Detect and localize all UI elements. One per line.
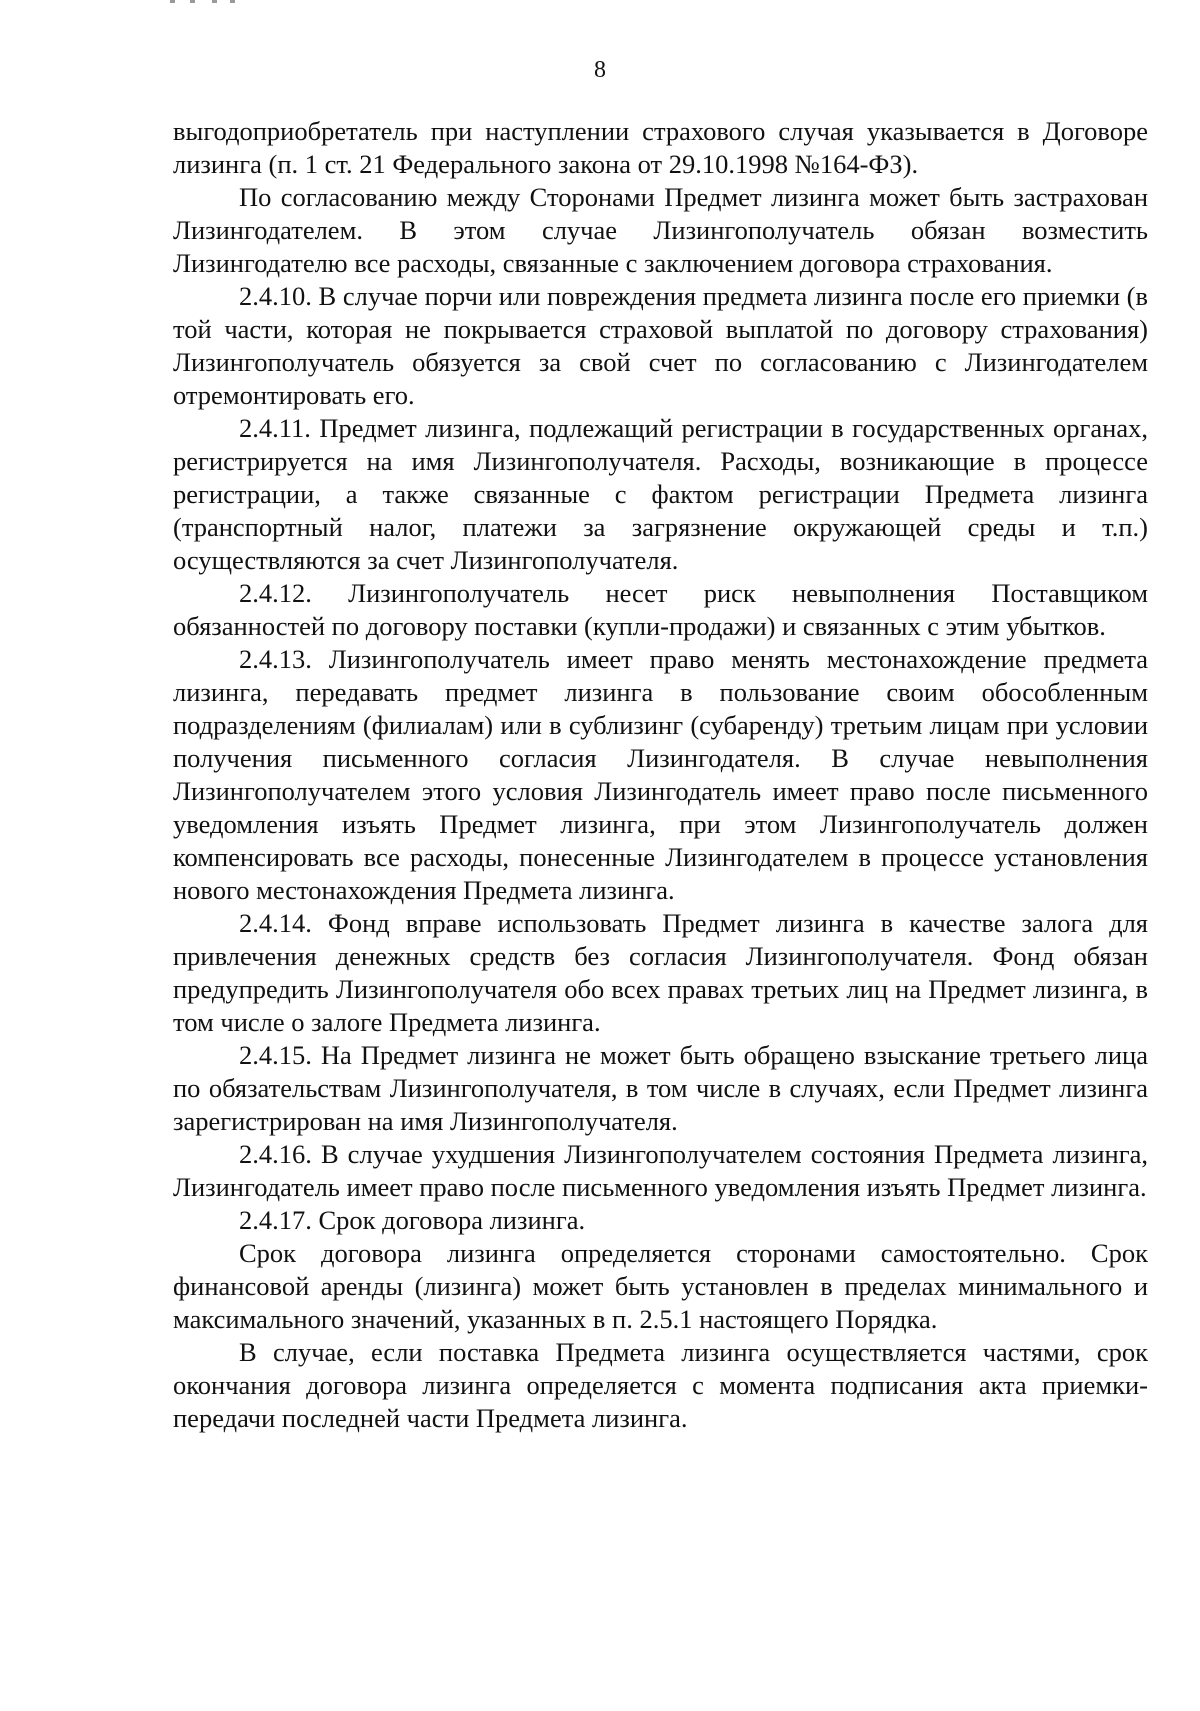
paragraph-lease-term: Срок договора лизинга определяется сторонами самостоятельно. Срок финансовой аренды (лизинга) может быть установлен в пределах минимального и максимального значений, указанных в п. 2.5.1 настоящего Порядка.	[173, 1238, 1148, 1334]
clause-2-4-10: 2.4.10. В случае порчи или повреждения предмета лизинга после его приемки (в той части, которая не покрывается страховой выплатой по договору страхования) Лизингополучатель обязуется за свой счет по согласованию с Лизингодателем отремонтировать его.	[173, 281, 1148, 410]
page-number: 8	[594, 57, 606, 83]
paragraph-continuation: выгодоприобретатель при наступлении страхового случая указывается в Договоре лизинга (п. 1 ст. 21 Федерального закона от 29.10.1998 №164-ФЗ).	[173, 116, 1148, 179]
paragraph-insurance-agreement: По согласованию между Сторонами Предмет лизинга может быть застрахован Лизингодателем. В этом случае Лизингополучатель обязан возместить Лизингодателю все расходы, связанные с заключением договора страхования.	[173, 182, 1148, 278]
document-body	[173, 115, 1148, 1435]
clause-2-4-13: 2.4.13. Лизингополучатель имеет право менять местонахождение предмета лизинга, передавать предмет лизинга в пользование своим обособленным подразделениям (филиалам) или в сублизинг (субаренду) третьим лицам при условии получения письменного согласия Лизингодателя. В случае невыполнения Лизингополучателем этого условия Лизингодатель имеет право после письменного уведомления изъять Предмет лизинга, при этом Лизингополучатель должен компенсировать все расходы, понесенные Лизингодателем в процессе установления нового местонахождения Предмета лизинга.	[173, 644, 1148, 905]
scan-artifact	[170, 0, 240, 6]
scan-speck	[190, 0, 195, 3]
scan-speck	[170, 0, 175, 3]
clause-2-4-11: 2.4.11. Предмет лизинга, подлежащий регистрации в государственных органах, регистрируется на имя Лизингополучателя. Расходы, возникающие в процессе регистрации, а также связанные с фактом регистрации Предмета лизинга (транспортный налог, платежи за загрязнение окружающей среды и т.п.) осуществляются за счет Лизингополучателя.	[173, 413, 1148, 575]
clause-2-4-12: 2.4.12. Лизингополучатель несет риск невыполнения Поставщиком обязанностей по договору поставки (купли-продажи) и связанных с этим убытков.	[173, 578, 1148, 641]
clause-2-4-14: 2.4.14. Фонд вправе использовать Предмет лизинга в качестве залога для привлечения денежных средств без согласия Лизингополучателя. Фонд обязан предупредить Лизингополучателя обо всех правах третьих лиц на Предмет лизинга, в том числе о залоге Предмета лизинга.	[173, 908, 1148, 1037]
clause-2-4-16: 2.4.16. В случае ухудшения Лизингополучателем состояния Предмета лизинга, Лизингодатель имеет право после письменного уведомления изъять Предмет лизинга.	[173, 1139, 1148, 1202]
paragraph-partial-delivery: В случае, если поставка Предмета лизинга осуществляется частями, срок окончания договора лизинга определяется с момента подписания акта приемки-передачи последней части Предмета лизинга.	[173, 1337, 1148, 1433]
scan-speck	[230, 0, 235, 3]
clause-2-4-15: 2.4.15. На Предмет лизинга не может быть обращено взыскание третьего лица по обязательствам Лизингополучателя, в том числе в случаях, если Предмет лизинга зарегистрирован на имя Лизингополучателя.	[173, 1040, 1148, 1136]
clause-2-4-17-heading: 2.4.17. Срок договора лизинга.	[239, 1205, 586, 1235]
scan-speck	[212, 0, 217, 3]
